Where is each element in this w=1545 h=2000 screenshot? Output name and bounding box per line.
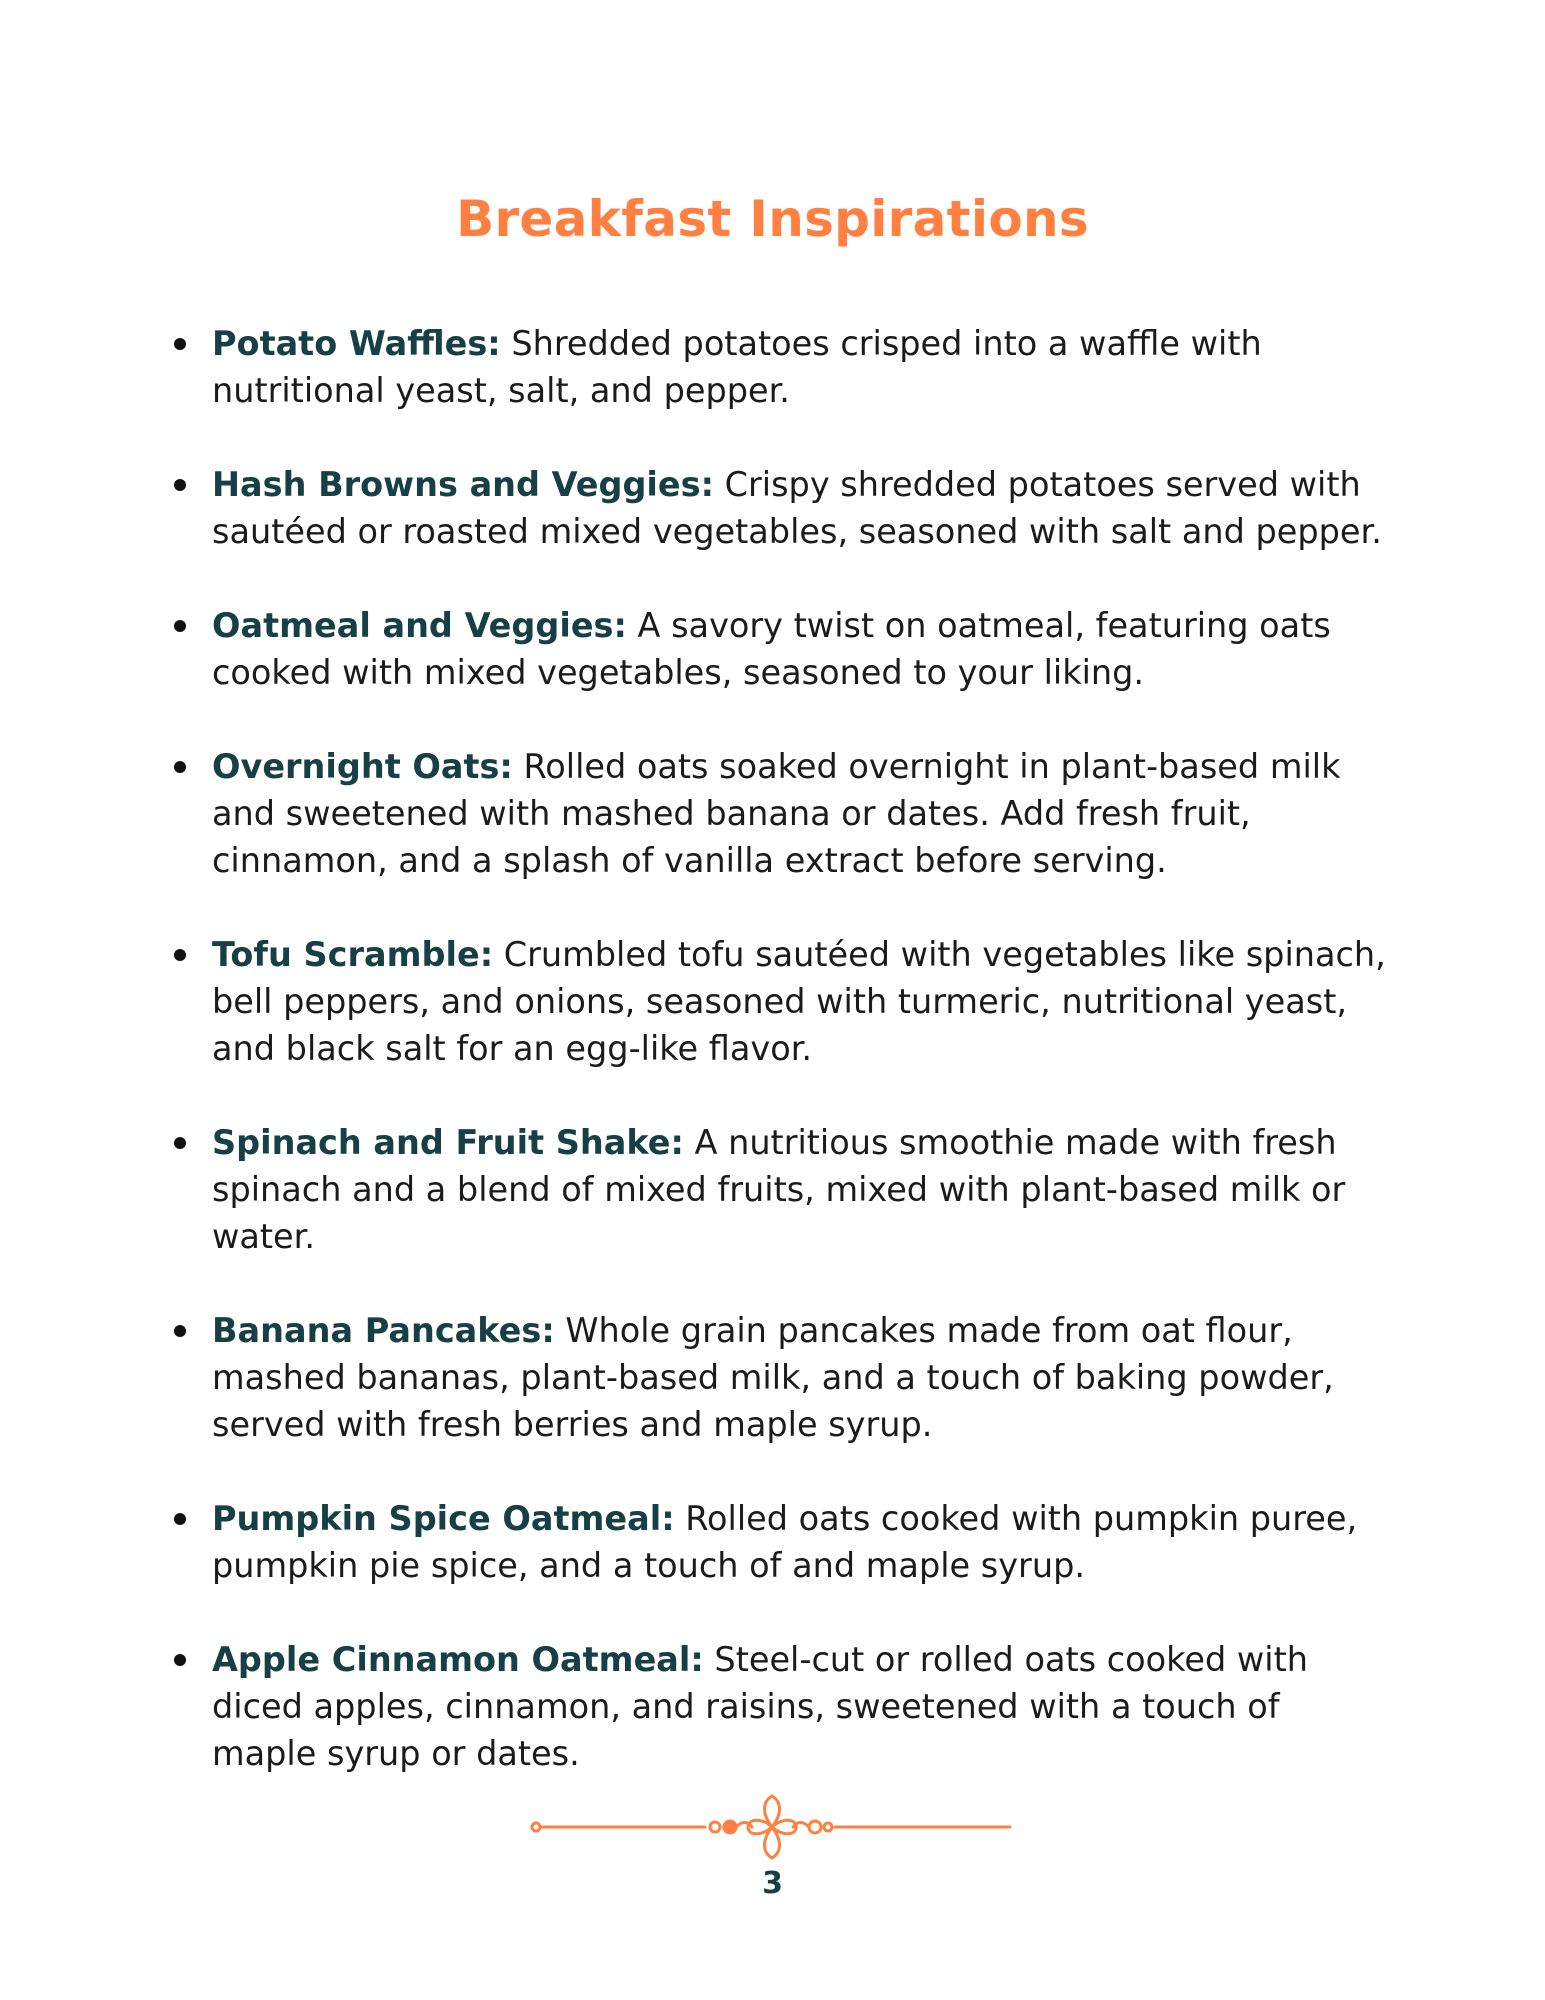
bullet-icon xyxy=(174,338,186,350)
bullet-icon xyxy=(174,761,186,773)
bullet-icon xyxy=(174,1325,186,1337)
bullet-icon xyxy=(174,620,186,632)
item-description: Steel-cut or rolled oats cooked with diced apples, cinnamon, and raisins, sweetened with a touch of maple syrup or dates. xyxy=(212,1640,1308,1773)
item-description: A savory twist on oatmeal, featuring oats cooked with mixed vegetables, seasoned to your liking. xyxy=(212,606,1331,692)
list-item xyxy=(0,1495,1392,1589)
decorative-divider-icon xyxy=(530,1790,1015,1860)
item-description: A nutritious smoothie made with fresh spinach and a blend of mixed fruits, mixed with plant-based milk or water. xyxy=(212,1123,1346,1256)
list-item xyxy=(0,602,1392,696)
list-item xyxy=(0,1307,1392,1448)
item-term: Pumpkin Spice Oatmeal: xyxy=(212,1499,675,1538)
item-term: Banana Pancakes: xyxy=(212,1311,555,1350)
list-item xyxy=(0,931,1392,1072)
bullet-icon xyxy=(174,1137,186,1149)
item-description: Crispy shredded potatoes served with sautéed or roasted mixed vegetables, seasoned with salt and pepper. xyxy=(212,465,1382,551)
bullet-icon xyxy=(174,1513,186,1525)
item-description: Whole grain pancakes made from oat flour, mashed bananas, plant-based milk, and a touch of baking powder, served with fresh berries and maple syrup. xyxy=(212,1311,1334,1444)
bullet-icon xyxy=(174,1654,186,1666)
bullet-icon xyxy=(174,949,186,961)
list-item xyxy=(0,743,1392,884)
item-term: Potato Waffles: xyxy=(212,324,501,363)
list-item xyxy=(0,461,1392,555)
bullet-icon xyxy=(174,479,186,491)
recipe-list xyxy=(0,320,1545,1824)
item-description: Rolled oats cooked with pumpkin puree, pumpkin pie spice, and a touch of and maple syrup. xyxy=(212,1499,1358,1585)
item-description: Rolled oats soaked overnight in plant-based milk and sweetened with mashed banana or dates. Add fresh fruit, cinnamon, and a splash of vanilla extract before serving. xyxy=(212,747,1341,880)
list-item xyxy=(0,1636,1392,1777)
item-term: Overnight Oats: xyxy=(212,747,513,786)
item-description: Shredded potatoes crisped into a waffle with nutritional yeast, salt, and pepper. xyxy=(212,324,1262,410)
item-term: Hash Browns and Veggies: xyxy=(212,465,714,504)
list-item xyxy=(0,320,1392,414)
item-description: Crumbled tofu sautéed with vegetables like spinach, bell peppers, and onions, seasoned with turmeric, nutritional yeast, and black salt for an egg-like flavor. xyxy=(212,935,1386,1068)
item-term: Oatmeal and Veggies: xyxy=(212,606,627,645)
item-term: Spinach and Fruit Shake: xyxy=(212,1123,684,1162)
page-title: Breakfast Inspirations xyxy=(456,190,1089,248)
list-item xyxy=(0,1119,1392,1260)
page-number: 3 xyxy=(762,1866,783,1901)
item-term: Tofu Scramble: xyxy=(212,935,494,974)
item-term: Apple Cinnamon Oatmeal: xyxy=(212,1640,704,1679)
